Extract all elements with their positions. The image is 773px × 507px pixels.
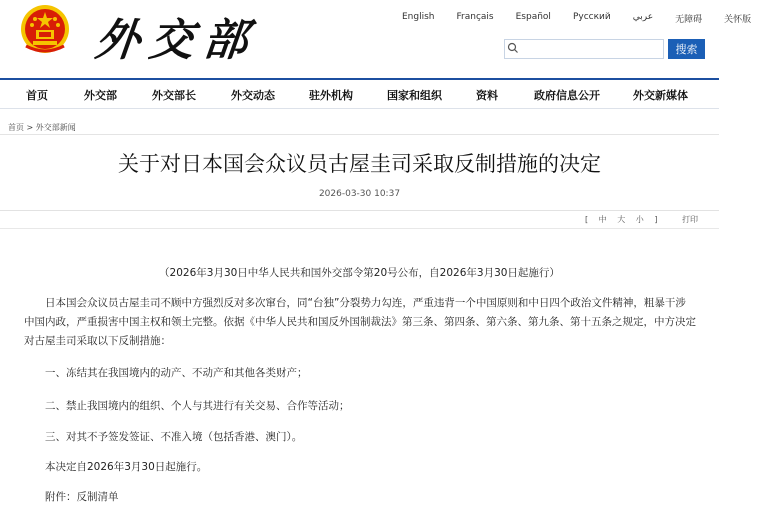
site-header [0, 0, 752, 78]
tools-divider [0, 210, 719, 211]
font-size-controls [585, 214, 665, 225]
nav-item-resources[interactable]: 资料 [476, 89, 498, 102]
site-logo-calligraphy[interactable]: 外交部 [92, 15, 261, 66]
nav-item-home[interactable]: 首页 [26, 89, 48, 102]
breadcrumb [8, 122, 76, 133]
measure-item-3: 三、对其不予签发签证、不准入境（包括香港、澳门）。 [45, 431, 303, 443]
lang-spanish[interactable]: Español [515, 12, 551, 22]
font-size-large[interactable]: 大 [617, 215, 626, 224]
breadcrumb-divider [0, 134, 719, 135]
breadcrumb-home[interactable]: 首页 [8, 123, 24, 132]
nav-item-missions[interactable]: 驻外机构 [309, 89, 353, 102]
order-note: （2026年3月30日中华人民共和国外交部令第20号公布，自2026年3月30日起施行） [159, 267, 560, 279]
nav-item-minister[interactable]: 外交部长 [152, 89, 196, 102]
breadcrumb-separator: > [26, 123, 34, 132]
search-button[interactable]: 搜索 [668, 39, 705, 59]
article-title: 关于对日本国会众议员古屋圭司采取反制措施的决定 [118, 152, 601, 176]
font-bracket-close: ] [654, 215, 658, 224]
lang-russian[interactable]: Русский [572, 12, 611, 22]
nav-divider-bottom [0, 108, 719, 109]
tools-divider-bottom [0, 228, 719, 229]
national-emblem-icon[interactable] [16, 2, 74, 58]
article-intro: 日本国会众议员古屋圭司不顾中方强烈反对多次窜台，同“台独”分裂势力勾连，严重违背一个中国原则和中日四个政治文件精神，粗暴干涉中国内政，严重损害中国主权和领土完整。依据《中华人民共和国反外国制裁法》第三条、第四条、第六条、第九条、第十五条之规定，中方决定对古屋圭司采取以下反制措施： [24, 297, 696, 347]
nav-item-ministry[interactable]: 外交部 [84, 89, 117, 102]
search-icon [506, 41, 520, 55]
language-bar [402, 12, 773, 25]
nav-item-countries[interactable]: 国家和组织 [387, 89, 442, 102]
print-link[interactable]: 打印 [682, 215, 698, 224]
nav-item-new-media[interactable]: 外交新媒体 [633, 89, 688, 102]
article-date: 2026-03-30 10:37 [318, 189, 401, 199]
attachment-link[interactable]: 附件：反制清单 [45, 491, 119, 503]
font-size-small[interactable]: 小 [635, 215, 644, 224]
lang-french[interactable]: Français [456, 12, 494, 22]
nav-item-gov-info[interactable]: 政府信息公开 [534, 89, 600, 102]
breadcrumb-current[interactable]: 外交部新闻 [35, 123, 76, 132]
lang-english[interactable]: English [402, 12, 435, 22]
elder-care-link[interactable]: 关怀版 [724, 15, 752, 25]
measure-item-2: 二、禁止我国境内的组织、个人与其进行有关交易、合作等活动； [45, 400, 350, 412]
font-bracket-open: [ [585, 215, 589, 224]
search-input[interactable] [504, 39, 664, 59]
nav-item-news[interactable]: 外交动态 [231, 89, 275, 102]
effective-date: 本决定自2026年3月30日起施行。 [45, 461, 208, 473]
accessibility-link[interactable]: 无障碍 [675, 15, 703, 25]
font-size-medium[interactable]: 中 [598, 215, 607, 224]
main-nav [0, 80, 719, 108]
lang-arabic[interactable]: عربي [632, 12, 654, 22]
measure-item-1: 一、冻结其在我国境内的动产、不动产和其他各类财产； [45, 367, 308, 379]
